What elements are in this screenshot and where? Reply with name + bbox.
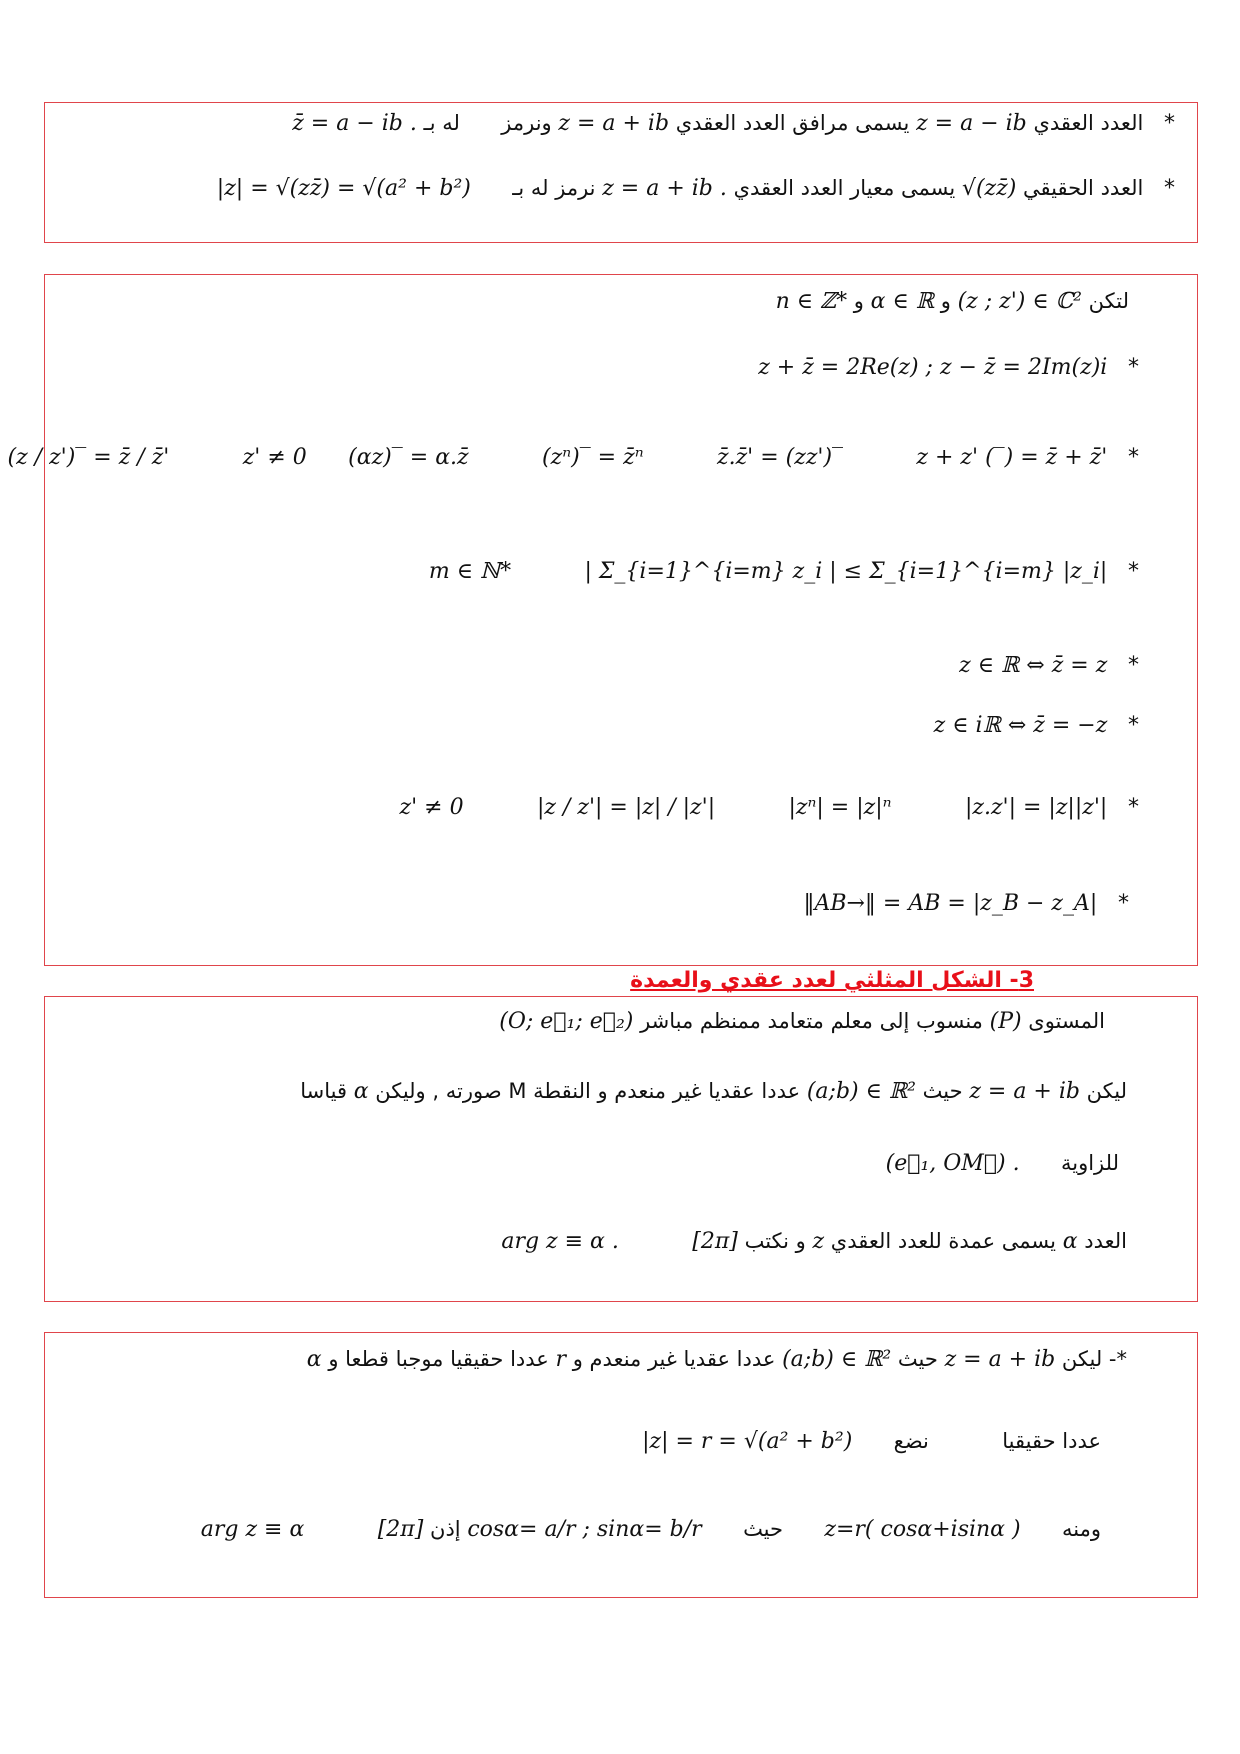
- formula: z' ≠ 0: [399, 795, 464, 820]
- formula: |z / z'| = |z| / |z'|: [536, 795, 716, 820]
- formula: | Σ_{i=1}^{i=m} z_i | ≤ Σ_{i=1}^{i=m} |z_i|: [584, 559, 1108, 584]
- formula: z + z̄ = 2Re(z) ; z − z̄ = 2Im(z)i: [758, 355, 1108, 380]
- formula: |zⁿ| = |z|ⁿ: [788, 795, 892, 820]
- line-modulus-rules: [400, 795, 1139, 820]
- line-trig-form: [201, 1517, 1101, 1542]
- text: ليكن: [1086, 1079, 1127, 1103]
- formula: z' ≠ 0: [242, 445, 307, 470]
- line-real-criterion: [959, 653, 1139, 678]
- box-argument: [44, 996, 1198, 1302]
- line-angle: [886, 1151, 1119, 1176]
- formula: (e⃗₁, OM⃗) .: [885, 1151, 1020, 1176]
- formula: (αz)‾ = α.z̄: [348, 445, 469, 470]
- formula: cosα= a/r ; sinα= b/r: [467, 1517, 702, 1542]
- formula: (z ; z') ∈ ℂ²: [957, 289, 1082, 314]
- text: إذن: [430, 1517, 461, 1541]
- line-conjugate-rules: [8, 445, 1140, 470]
- formula: √(zz̄): [961, 176, 1017, 201]
- formula: z = a − ib: [916, 111, 1027, 136]
- text: حيث: [897, 1347, 938, 1371]
- text: قياسا: [300, 1079, 347, 1103]
- text: عددا عقديا غير منعدم و النقطة M صورته , وليكن: [375, 1079, 801, 1103]
- text: يسمى عمدة للعدد العقدي: [830, 1229, 1057, 1253]
- formula: arg z ≡ α .: [501, 1229, 619, 1254]
- formula: (a;b) ∈ ℝ²: [782, 1347, 892, 1372]
- text: لتكن: [1088, 289, 1129, 313]
- bullet-star: *: [1128, 355, 1139, 380]
- bullet-star: *: [1164, 111, 1175, 136]
- text: حيث: [743, 1517, 784, 1541]
- formula: (a;b) ∈ ℝ²: [806, 1079, 916, 1104]
- box-properties: [7, 274, 1198, 966]
- formula: (z / z')‾ = z̄ / z̄': [7, 445, 170, 470]
- formula: [2π]: [377, 1517, 424, 1542]
- formula: z = a + ib: [558, 111, 670, 136]
- line-re-im: [758, 355, 1139, 380]
- line-modulus: [217, 176, 1175, 201]
- bullet-star: *: [1118, 891, 1129, 916]
- line-let-z-r: [307, 1347, 1127, 1372]
- box-trig-form: [44, 1332, 1198, 1598]
- formula: z=r( cosα+isinα ): [824, 1517, 1021, 1542]
- formula: α: [353, 1079, 369, 1104]
- text: و: [940, 289, 951, 313]
- formula: m ∈ ℕ*: [428, 559, 512, 584]
- text: يسمى مرافق العدد العقدي: [675, 111, 910, 135]
- line-plane: [499, 1009, 1105, 1034]
- bullet-star: *: [1128, 559, 1139, 584]
- line-distance: [803, 891, 1129, 916]
- formula: r: [555, 1347, 567, 1372]
- formula: z + z' (‾) = z̄ + z̄': [916, 445, 1108, 470]
- formula: |z| = √(zz̄) = √(a² + b²): [216, 176, 471, 201]
- bullet-star: *: [1128, 653, 1139, 678]
- bullet-star: *: [1128, 713, 1139, 738]
- formula: |z| = r = √(a² + b²): [642, 1429, 853, 1454]
- text: نرمز له بـ: [512, 176, 596, 200]
- formula: |z.z'| = |z||z'|: [964, 795, 1108, 820]
- formula: α: [306, 1347, 322, 1372]
- line-let-z: [300, 1079, 1127, 1104]
- section-heading: 3- الشكل المثلثي لعدد عقدي والعمدة: [630, 968, 1034, 993]
- formula: z = a + ib: [944, 1347, 1056, 1372]
- bullet-star: *: [1128, 795, 1139, 820]
- text: *- ليكن: [1061, 1347, 1127, 1371]
- formula: z̄ = a − ib .: [292, 111, 417, 136]
- bullet-star: *: [1128, 445, 1139, 470]
- formula: z = a + ib .: [602, 176, 727, 201]
- formula: z ∈ ℝ ⇔ z̄ = z: [959, 653, 1108, 678]
- line-arg-def: [501, 1229, 1127, 1254]
- line-conjugate: [292, 111, 1175, 136]
- formula: ‖AB→‖ = AB = |z_B − z_A|: [803, 891, 1098, 916]
- formula: α ∈ ℝ: [870, 289, 935, 314]
- text: له بـ: [423, 111, 460, 135]
- text: المستوى: [1028, 1009, 1105, 1033]
- text: عددا عقديا غير منعدم و: [572, 1347, 776, 1371]
- text: للزاوية: [1060, 1151, 1119, 1175]
- formula: z̄.z̄' = (zz')‾: [717, 445, 844, 470]
- formula: (P): [989, 1009, 1022, 1034]
- text: العدد الحقيقي: [1023, 176, 1144, 200]
- text: عددا حقيقيا موجبا قطعا و: [328, 1347, 549, 1371]
- formula: z = a + ib: [969, 1079, 1080, 1104]
- formula: z ∈ iℝ ⇔ z̄ = −z: [933, 713, 1108, 738]
- bullet-star: *: [1164, 176, 1175, 201]
- formula: (zⁿ)‾ = z̄ⁿ: [542, 445, 644, 470]
- text: منسوب إلى معلم متعامد ممنظم مباشر: [640, 1009, 983, 1033]
- line-triangle-inequality: [429, 559, 1139, 584]
- text: حيث: [922, 1079, 963, 1103]
- formula: n ∈ ℤ*: [775, 289, 848, 314]
- text: ومنه: [1062, 1517, 1101, 1541]
- text: و نكتب: [744, 1229, 806, 1253]
- box-conjugate-modulus: [44, 102, 1198, 243]
- formula: arg z ≡ α: [200, 1517, 305, 1542]
- text: يسمى معيار العدد العقدي: [733, 176, 956, 200]
- formula: (O; e⃗₁; e⃗₂): [499, 1009, 634, 1034]
- text: ونرمز: [501, 111, 552, 135]
- formula: z: [812, 1229, 825, 1254]
- text: العدد: [1084, 1229, 1127, 1253]
- formula: [2π]: [692, 1229, 738, 1254]
- formula: α: [1062, 1229, 1078, 1254]
- text: عددا حقيقيا: [1002, 1429, 1101, 1453]
- line-intro: [776, 289, 1129, 314]
- text: و: [853, 289, 864, 313]
- text: نضع: [893, 1429, 929, 1453]
- text: العدد العقدي: [1033, 111, 1144, 135]
- line-set-r: [642, 1429, 1101, 1454]
- line-imaginary-criterion: [934, 713, 1139, 738]
